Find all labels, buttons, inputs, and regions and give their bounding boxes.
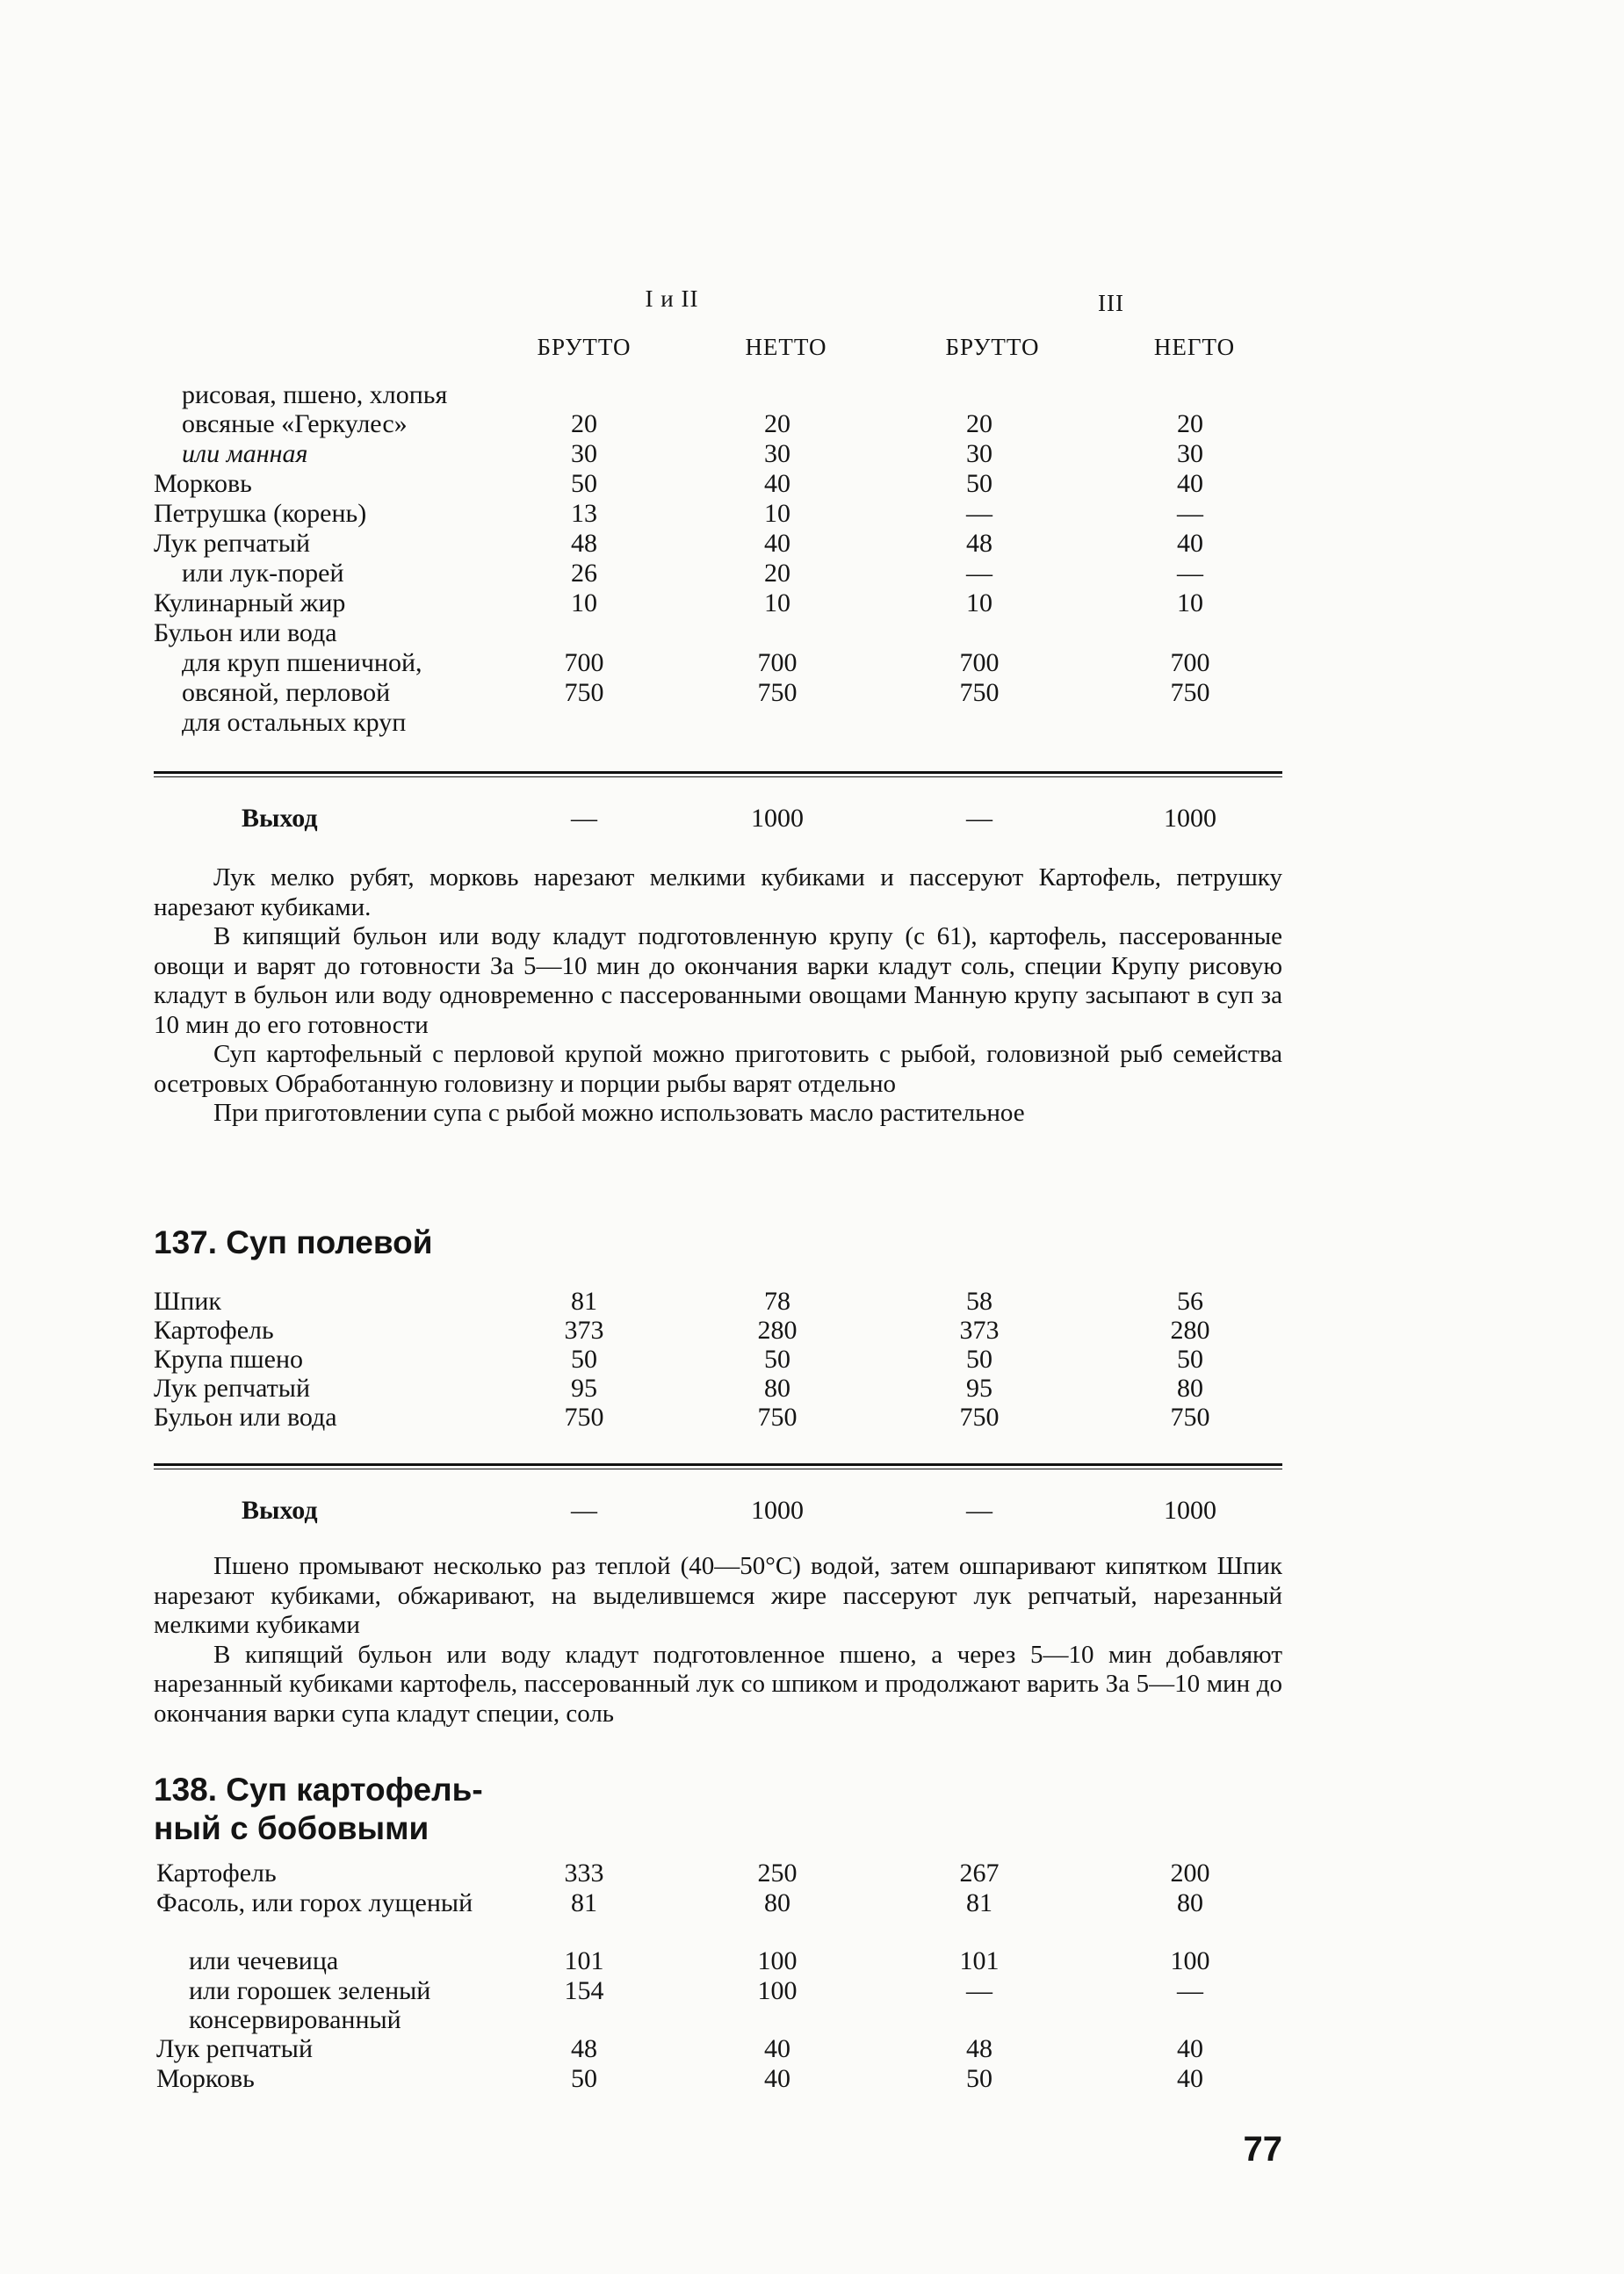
table-row: Лук репчатый 95 80 95 80 (154, 1374, 1203, 1403)
instructions-136 (154, 863, 1282, 1129)
table-row: Лук репчатый 48 40 48 40 (156, 2034, 1203, 2063)
paragraph: В кипящий бульон или воду кладут подготовленное пшено, а через 5—10 мин добавляют нарезанный кубиками картофель, пассерованный лук со шпиком и продолжают варить За 5—10 мин до окончания варки супа кладут специи, соль (154, 1640, 1282, 1728)
table-row: Бульон или вода 750 750 750 750 (154, 1403, 1210, 1432)
table-row: или лук-порей 26 20 — — (182, 559, 1203, 588)
table-row: Петрушка (корень) 13 10 — — (154, 499, 1203, 528)
column-header-netto-1: НЕТТО (745, 334, 827, 360)
table-row: или горошек зеленый консервированный 154 100 — — (189, 1976, 1203, 2034)
table-row: рисовая, пшено, хлопья (182, 380, 448, 409)
column-group-2: III (1098, 290, 1124, 316)
table-row: или чечевица 101 100 101 100 (189, 1946, 1210, 1975)
instructions-137 (154, 1552, 1282, 1729)
table-row: для остальных круп (182, 708, 407, 737)
table-row: Бульон или вода (154, 618, 337, 647)
yield-row: Выход — 1000 — 1000 (242, 1496, 1216, 1525)
table-row: овсяные «Геркулес» 20 20 20 20 (182, 409, 1203, 438)
table-row: Картофель 373 280 373 280 (154, 1316, 1210, 1345)
table-row: Морковь 50 40 50 40 (154, 469, 1203, 498)
column-header-brutto-1: БРУТТО (537, 334, 632, 360)
paragraph: Суп картофельный с перловой крупой можно приготовить с рыбой, головизной рыб семейства осетровых Обработанную головизну и порции рыбы варят отдельно (154, 1040, 1282, 1098)
table-divider-thin (154, 776, 1282, 777)
column-group-1: I и II (645, 285, 699, 312)
table-row: Крупа пшено 50 50 50 50 (154, 1345, 1203, 1374)
table-row: Картофель 333 250 267 200 (156, 1859, 1210, 1888)
table-row: Лук репчатый 48 40 48 40 (154, 529, 1203, 558)
table-row: или манная 30 30 30 30 (182, 439, 1203, 468)
paragraph: Лук мелко рубят, морковь нарезают мелкими кубиками и пассеруют Картофель, петрушку нарезают кубиками. (154, 863, 1282, 921)
recipe-title-137: 137. Суп полевой (154, 1224, 433, 1260)
table-divider (154, 1463, 1282, 1466)
yield-row: Выход — 1000 — 1000 (242, 804, 1216, 833)
table-row: Фасоль, или горох лущеный 81 80 81 80 (156, 1888, 1203, 1917)
column-header-brutto-2: БРУТТО (945, 334, 1040, 360)
paragraph: В кипящий бульон или воду кладут подготовленную крупу (с 61), картофель, пассерованные овощи и варят до готовности За 5—10 мин до окончания варки кладут соль, специи Крупу рисовую кладут в бульон или воду одновременно с пассерованными овощами Манную крупу засыпают в суп за 10 мин до его готовности (154, 922, 1282, 1039)
table-row: для круп пшеничной, 700 700 700 700 (182, 648, 1210, 677)
paragraph: Пшено промывают несколько раз теплой (40—50°С) водой, затем ошпаривают кипятком Шпик нарезают кубиками, обжаривают, на выделившемся жире пассеруют лук репчатый, нарезанный мелкими кубиками (154, 1552, 1282, 1639)
table-row: овсяной, перловой 750 750 750 750 (182, 678, 1210, 707)
page-number: 77 (1243, 2130, 1282, 2169)
paragraph: При приготовлении супа с рыбой можно использовать масло растительное (213, 1099, 1025, 1127)
table-row: Кулинарный жир 10 10 10 10 (154, 588, 1203, 617)
recipe-title-138: 138. Суп картофель- ный с бобовыми (154, 1772, 483, 1846)
table-divider (154, 771, 1282, 774)
column-header-netto-2: НЕГТО (1153, 334, 1236, 360)
table-row: Морковь 50 40 50 40 (156, 2064, 1203, 2093)
table-row: Шпик 81 78 58 56 (154, 1287, 1203, 1316)
